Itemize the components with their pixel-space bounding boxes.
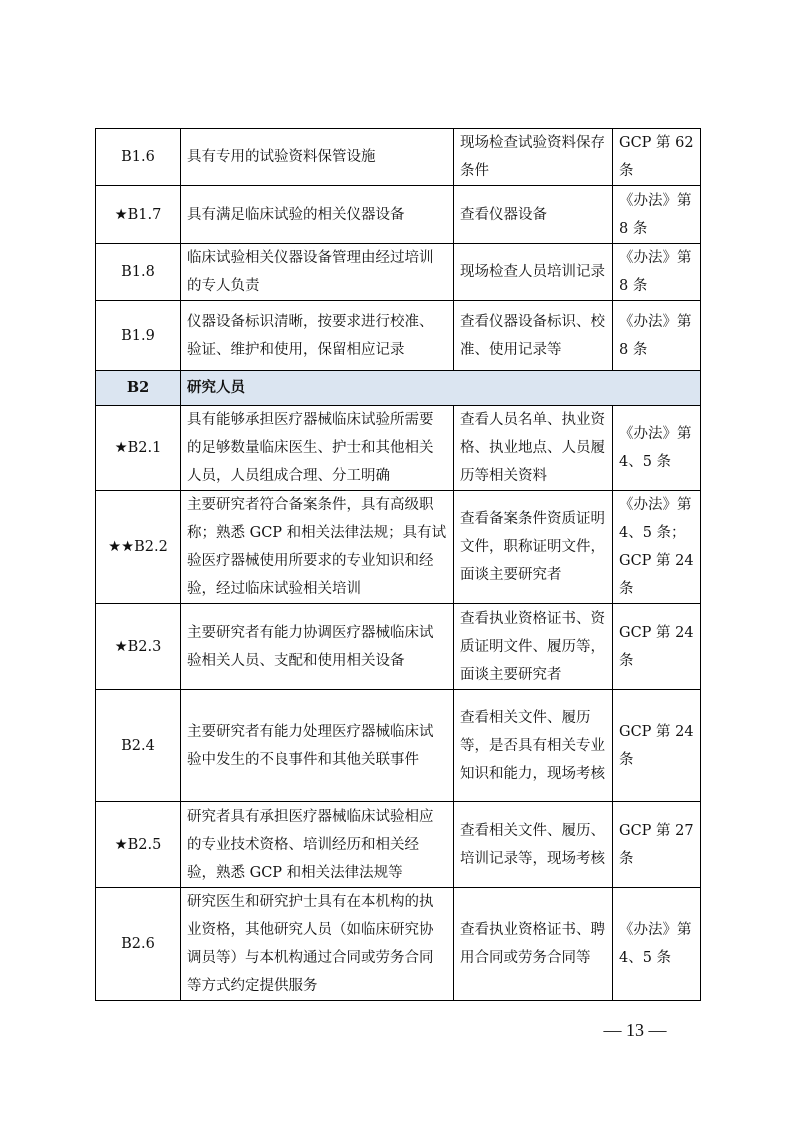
item-content: 研究医生和研究护士具有在本机构的执业资格，其他研究人员（如临床研究协调员等）与本机构通过合同或劳务合同等方式约定提供服务 [181,888,454,1001]
item-code: B2.6 [96,888,181,1001]
item-content: 仪器设备标识清晰，按要求进行校准、验证、维护和使用，保留相应记录 [181,301,454,371]
reference-basis: 《办法》第 8 条 [613,186,701,244]
item-content: 主要研究者有能力协调医疗器械临床试验相关人员、支配和使用相关设备 [181,604,454,690]
item-content: 具有能够承担医疗器械临床试验所需要的足够数量临床医生、护士和其他相关人员，人员组成合理、分工明确 [181,406,454,491]
reference-basis: 《办法》第 4、5 条 [613,888,701,1001]
check-method: 查看仪器设备 [454,186,613,244]
page-number: — 13 — [603,1020,667,1040]
reference-basis: 《办法》第 4、5 条；GCP 第 24 条 [613,491,701,604]
item-content: 主要研究者符合备案条件，具有高级职称；熟悉 GCP 和相关法律法规；具有试验医疗器械使用所要求的专业知识和经验，经过临床试验相关培训 [181,491,454,604]
check-method: 查看人员名单、执业资格、执业地点、人员履历等相关资料 [454,406,613,491]
item-content: 研究者具有承担医疗器械临床试验相应的专业技术资格、培训经历和相关经验，熟悉 GCP 和相关法律法规等 [181,802,454,888]
item-code: ★★B2.2 [96,491,181,604]
section-code: B2 [96,371,181,406]
item-code: B1.8 [96,244,181,301]
table-row [96,406,701,491]
item-code: ★B2.1 [96,406,181,491]
check-method: 查看仪器设备标识、校准、使用记录等 [454,301,613,371]
table-row [96,129,701,186]
check-method: 查看备案条件资质证明文件，职称证明文件，面谈主要研究者 [454,491,613,604]
table-row [96,802,701,888]
item-content: 临床试验相关仪器设备管理由经过培训的专人负责 [181,244,454,301]
check-method: 现场检查试验资料保存条件 [454,129,613,186]
requirements-table [95,128,701,1001]
item-content: 具有满足临床试验的相关仪器设备 [181,186,454,244]
item-code: B2.4 [96,690,181,802]
reference-basis: GCP 第 27 条 [613,802,701,888]
check-method: 查看相关文件、履历、培训记录等，现场考核 [454,802,613,888]
check-method: 查看相关文件、履历等，是否具有相关专业知识和能力，现场考核 [454,690,613,802]
item-code: ★B1.7 [96,186,181,244]
item-code: ★B2.5 [96,802,181,888]
reference-basis: 《办法》第 8 条 [613,301,701,371]
reference-basis: GCP 第 24 条 [613,604,701,690]
item-code: B1.6 [96,129,181,186]
table-row [96,301,701,371]
section-title: 研究人员 [181,371,701,406]
item-code: ★B2.3 [96,604,181,690]
item-code: B1.9 [96,301,181,371]
reference-basis: GCP 第 24 条 [613,690,701,802]
check-method: 查看执业资格证书、资质证明文件、履历等，面谈主要研究者 [454,604,613,690]
table-row [96,888,701,1001]
section-header-row [96,371,701,406]
reference-basis: GCP 第 62 条 [613,129,701,186]
reference-basis: 《办法》第 8 条 [613,244,701,301]
reference-basis: 《办法》第 4、5 条 [613,406,701,491]
table-row [96,186,701,244]
item-content: 具有专用的试验资料保管设施 [181,129,454,186]
table-row [96,491,701,604]
table-row [96,690,701,802]
table-row [96,604,701,690]
table-row [96,244,701,301]
check-method: 查看执业资格证书、聘用合同或劳务合同等 [454,888,613,1001]
check-method: 现场检查人员培训记录 [454,244,613,301]
item-content: 主要研究者有能力处理医疗器械临床试验中发生的不良事件和其他关联事件 [181,690,454,802]
